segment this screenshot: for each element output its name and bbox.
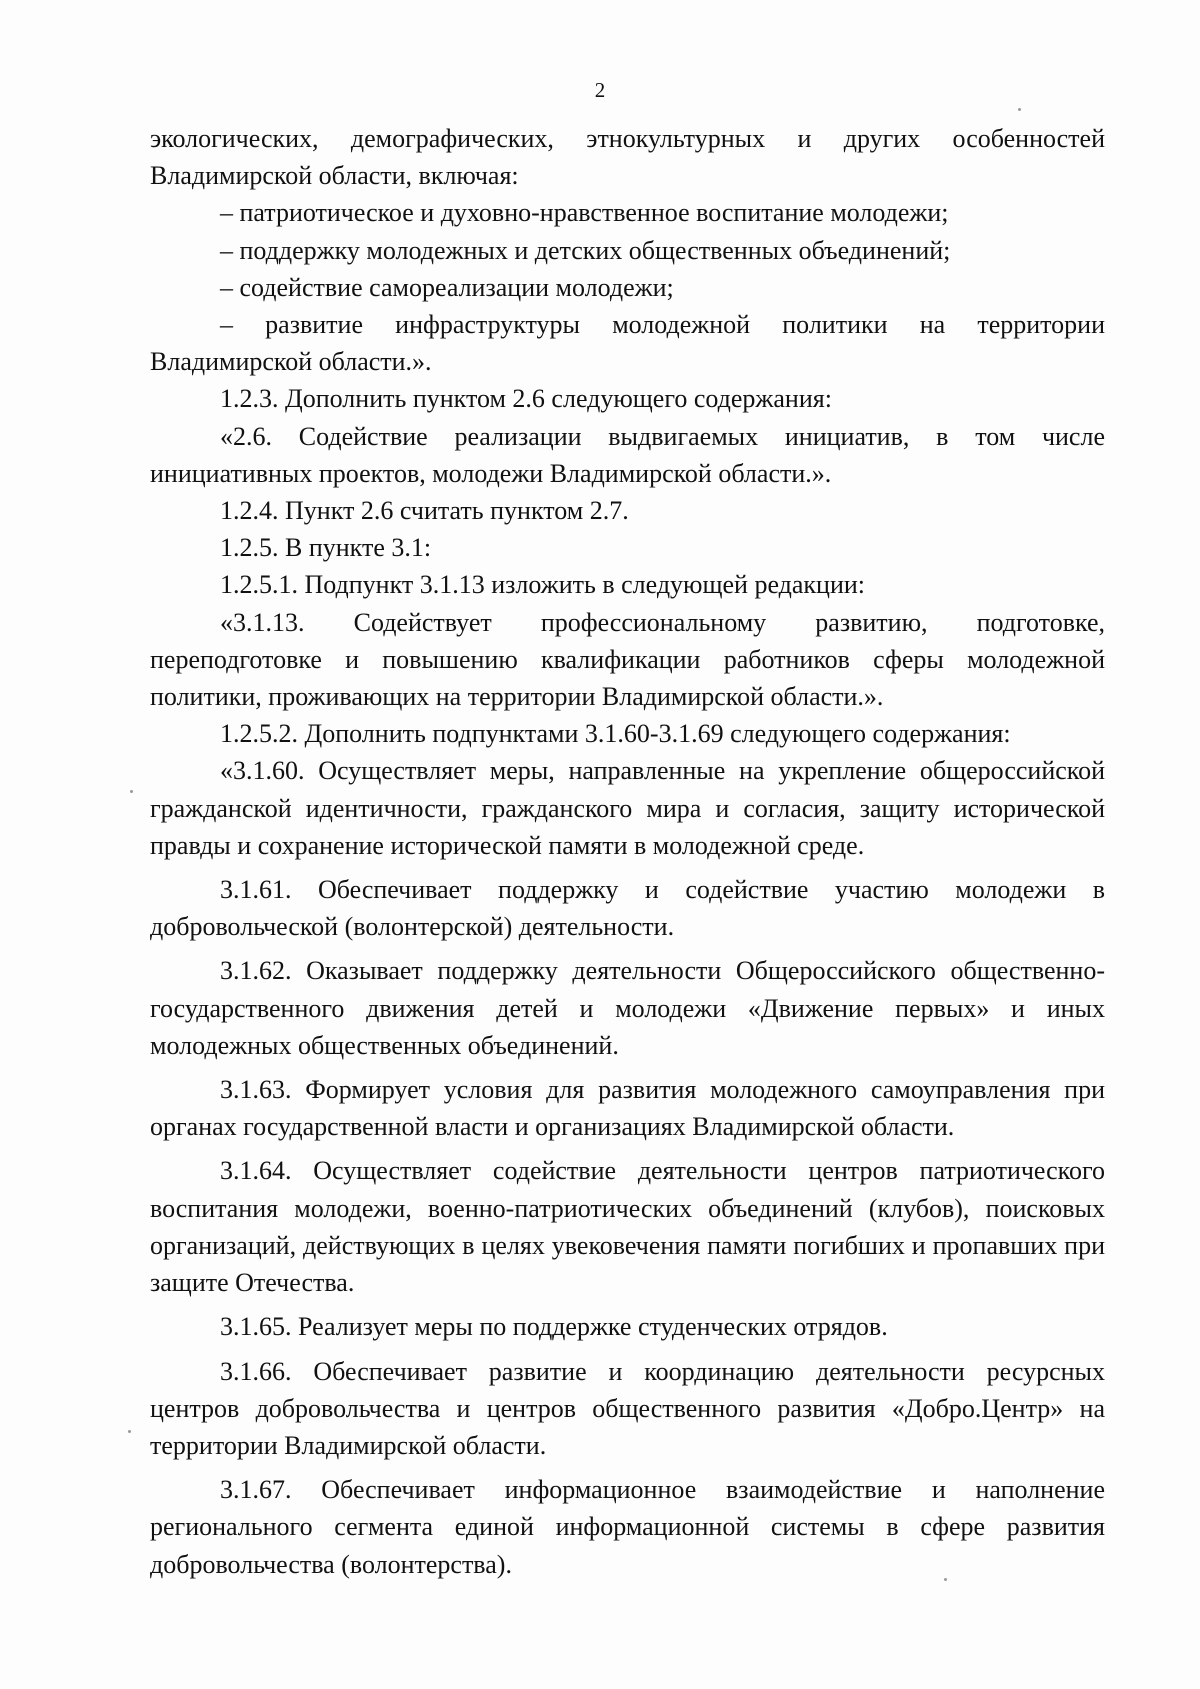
paragraph: 1.2.3. Дополнить пунктом 2.6 следующего содержания: bbox=[220, 384, 832, 414]
paragraph: 3.1.63. Формирует условия для развития молодежного самоуправления при органах государственной власти и организациях Владимирской области. bbox=[150, 1075, 1105, 1142]
paragraph: 1.2.5. В пункте 3.1: bbox=[220, 533, 432, 563]
paragraph: 3.1.61. Обеспечивает поддержку и содействие участию молодежи в добровольческой (волонтерской) деятельности. bbox=[150, 875, 1105, 942]
paragraph: «3.1.13. Содействует профессиональному развитию, подготовке, переподготовке и повышению квалификации работников сферы молодежной политики, проживающих на территории Владимирской области.». bbox=[150, 607, 1105, 712]
paragraph: 1.2.5.1. Подпункт 3.1.13 изложить в следующей редакции: bbox=[220, 570, 866, 600]
paragraph: 1.2.4. Пункт 2.6 считать пунктом 2.7. bbox=[220, 496, 629, 526]
list-item: – развитие инфраструктуры молодежной политики на территории Владимирской области.». bbox=[150, 310, 1105, 377]
list-item: – поддержку молодежных и детских общественных объединений; bbox=[220, 235, 951, 265]
paragraph: 3.1.65. Реализует меры по поддержке студенческих отрядов. bbox=[220, 1312, 888, 1342]
scan-speck bbox=[128, 1430, 131, 1433]
paragraph: «3.1.60. Осуществляет меры, направленные на укрепление общероссийской гражданской идентичности, гражданского мира и согласия, защиту исторической правды и сохранение исторической памяти в молодежной среде. bbox=[150, 756, 1105, 860]
scan-speck bbox=[130, 790, 133, 793]
document-body bbox=[150, 120, 1105, 1583]
list-item: – содействие самореализации молодежи; bbox=[220, 272, 674, 302]
paragraph: 3.1.67. Обеспечивает информационное взаимодействие и наполнение регионального сегмента единой информационной системы в сфере развития добровольчества (волонтерства). bbox=[150, 1475, 1105, 1579]
paragraph: 3.1.64. Осуществляет содействие деятельности центров патриотического воспитания молодежи, военно-патриотических объединений (клубов), поисковых организаций, действующих в целях увековечения памяти погибших и пропавших при защите Отечества. bbox=[150, 1156, 1105, 1298]
scan-speck bbox=[1018, 108, 1021, 111]
scan-speck bbox=[944, 1578, 947, 1581]
paragraph: 3.1.66. Обеспечивает развитие и координацию деятельности ресурсных центров добровольчества и центров общественного развития «Добро.Центр» на территории Владимирской области. bbox=[150, 1356, 1105, 1460]
paragraph: экологических, демографических, этнокультурных и других особенностей Владимирской области, включая: bbox=[150, 124, 1105, 191]
list-item: – патриотическое и духовно-нравственное воспитание молодежи; bbox=[220, 198, 949, 228]
paragraph: 1.2.5.2. Дополнить подпунктами 3.1.60-3.1.69 следующего содержания: bbox=[220, 719, 1011, 749]
page-number: 2 bbox=[594, 78, 606, 102]
paragraph: «2.6. Содействие реализации выдвигаемых инициатив, в том числе инициативных проектов, молодежи Владимирской области.». bbox=[150, 421, 1105, 488]
paragraph: 3.1.62. Оказывает поддержку деятельности Общероссийского общественно-государственного движения детей и молодежи «Движение первых» и иных молодежных общественных объединений. bbox=[150, 956, 1105, 1060]
